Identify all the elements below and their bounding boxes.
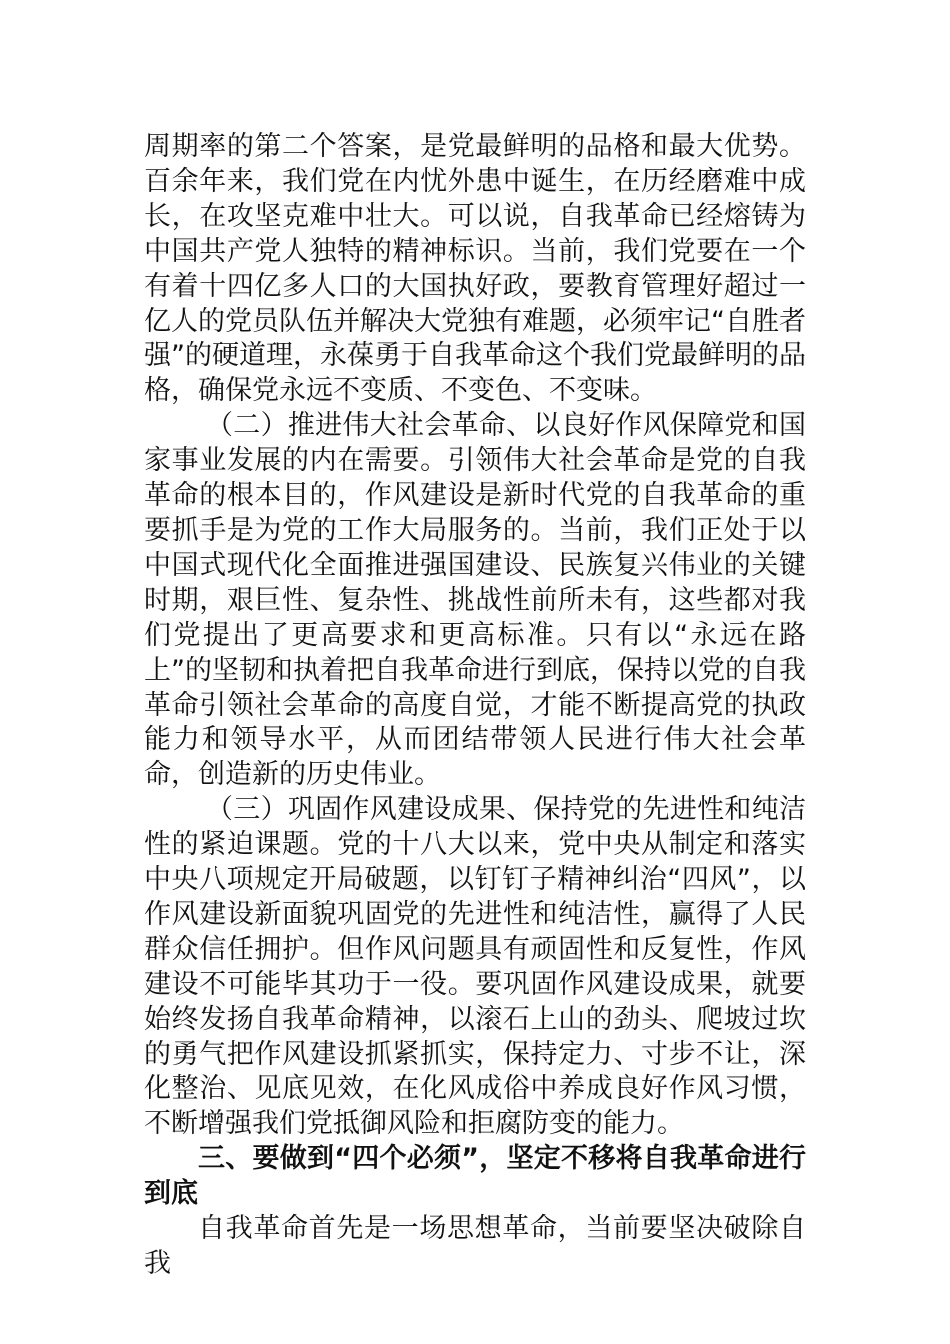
section-heading-three: 三、要做到“四个必须”，坚定不移将自我革命进行到底 <box>144 1143 806 1210</box>
paragraph-section-two: （二）推进伟大社会革命、以良好作风保障党和国家事业发展的内在需要。引领伟大社会革命是党的自我革命的根本目的，作风建设是新时代党的自我革命的重要抓手是为党的工作大局服务的。当前，我们正处于以中国式现代化全面推进强国建设、民族复兴伟业的关键时期，艰巨性、复杂性、挑战性前所未有，这些都对我们党提出了更高要求和更高标准。只有以“永远在路上”的坚韧和执着把自我革命进行到底，保持以党的自我革命引领社会革命的高度自觉，才能不断提高党的执政能力和领导水平，从而团结带领人民进行伟大社会革命，创造新的历史伟业。 <box>144 410 806 791</box>
paragraph-continuation: 周期率的第二个答案，是党最鲜明的品格和最大优势。百余年来，我们党在内忧外患中诞生，在历经磨难中成长，在攻坚克难中壮大。可以说，自我革命已经熔铸为中国共产党人独特的精神标识。当前，我们党要在一个有着十四亿多人口的大国执好政，要教育管理好超过一亿人的党员队伍并解决大党独有难题，必须牢记“自胜者强”的硬道理，永葆勇于自我革命这个我们党最鲜明的品格，确保党永远不变质、不变色、不变味。 <box>144 131 806 407</box>
document-body <box>144 130 806 1282</box>
paragraph-intro-section-three: 自我革命首先是一场思想革命，当前要坚决破除自我 <box>144 1213 806 1279</box>
paragraph-section-three: （三）巩固作风建设成果、保持党的先进性和纯洁性的紧迫课题。党的十八大以来，党中央从制定和落实中央八项规定开局破题，以钉钉子精神纠治“四风”，以作风建设新面貌巩固党的先进性和纯洁性，赢得了人民群众信任拥护。但作风问题具有顽固性和反复性，作风建设不可能毕其功于一役。要巩固作风建设成果，就要始终发扬自我革命精神，以滚石上山的劲头、爬坡过坎的勇气把作风建设抓紧抓实，保持定力、寸步不让，深化整治、见底见效，在化风成俗中养成良好作风习惯，不断增强我们党抵御风险和拒腐防变的能力。 <box>144 794 806 1140</box>
